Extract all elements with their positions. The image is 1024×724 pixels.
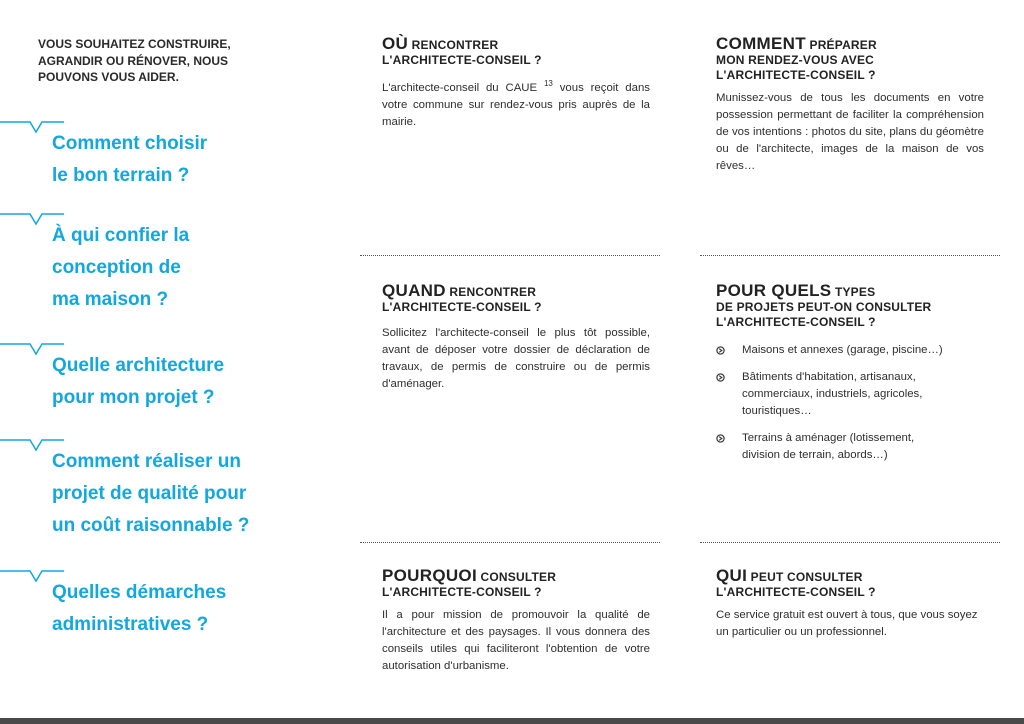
question-5-line1: Quelles démarches bbox=[52, 582, 227, 603]
section-comment-big: COMMENT bbox=[716, 34, 806, 53]
section-comment-line3: L'ARCHITECTE-CONSEIL ? bbox=[716, 68, 876, 82]
section-quand-rest: RENCONTRER bbox=[449, 285, 537, 299]
section-comment bbox=[716, 34, 984, 175]
section-types bbox=[716, 281, 984, 474]
section-quand-big: QUAND bbox=[382, 281, 446, 300]
scan-edge bbox=[0, 718, 1024, 724]
section-comment-heading bbox=[716, 34, 984, 83]
question-3-line1: Quelle architecture bbox=[52, 355, 225, 376]
question-4-line1: Comment réaliser un bbox=[52, 451, 241, 472]
section-comment-text: Munissez-vous de tous les documents en votre possession permettant de faciliter la compréhension de vos intentions : photos du site, plans du géomètre ou de l'architecte, images de la maison de vos rêves… bbox=[716, 92, 984, 172]
section-ou-big: OÙ bbox=[382, 34, 409, 53]
section-ou-line2: L'ARCHITECTE-CONSEIL ? bbox=[382, 53, 542, 67]
section-quand-text: Sollicitez l'architecte-conseil le plus tôt possible, avant de déposer votre dossier de déclaration de travaux, de permis de construire ou de permis d'aménager. bbox=[382, 327, 650, 390]
types-list bbox=[716, 342, 984, 464]
section-pourquoi-text: Il a pour mission de promouvoir la qualité de l'architecture et des paysages. Il vous donnera des conseils utiles qui faciliteront l'obtention de votre autorisation d'urbanisme. bbox=[382, 609, 650, 672]
question-1-line2: le bon terrain ? bbox=[52, 165, 190, 186]
arrow-bullet-icon bbox=[716, 346, 725, 355]
section-ou-rest: RENCONTRER bbox=[411, 38, 499, 52]
section-pourquoi-heading bbox=[382, 566, 650, 600]
section-ou-text-a: L'architecte-conseil du CAUE bbox=[382, 81, 538, 94]
section-ou bbox=[382, 34, 650, 131]
footnote-ref: 13 bbox=[543, 79, 553, 88]
types-item-1: Maisons et annexes (garage, piscine…) bbox=[742, 344, 943, 356]
arrow-bullet-icon bbox=[716, 373, 725, 382]
section-pourquoi bbox=[382, 566, 650, 675]
types-item-3: Terrains à aménager (lotissement, division de terrain, abords…) bbox=[742, 432, 915, 461]
question-1-line1: Comment choisir bbox=[52, 133, 208, 154]
types-item-2: Bâtiments d'habitation, artisanaux, commerciaux, industriels, agricoles, touristiques… bbox=[742, 371, 923, 417]
divider bbox=[700, 542, 1000, 543]
section-types-line2: DE PROJETS PEUT-ON CONSULTER bbox=[716, 300, 932, 314]
section-pourquoi-big: POURQUOI bbox=[382, 566, 477, 585]
section-quand-line2: L'ARCHITECTE-CONSEIL ? bbox=[382, 300, 542, 314]
intro-text: VOUS SOUHAITEZ CONSTRUIRE, AGRANDIR OU RÉNOVER, NOUS POUVONS VOUS AIDER. bbox=[38, 37, 231, 84]
list-item bbox=[716, 369, 984, 420]
section-ou-heading bbox=[382, 34, 650, 68]
section-comment-line2: MON RENDEZ-VOUS AVEC bbox=[716, 53, 875, 67]
question-5-line2: administratives ? bbox=[52, 614, 209, 635]
section-qui-heading bbox=[716, 566, 984, 600]
section-quand-heading bbox=[382, 281, 650, 315]
question-2-line1: À qui confier la bbox=[52, 225, 190, 246]
question-2-line2: conception de bbox=[52, 257, 181, 278]
section-comment-rest: PRÉPARER bbox=[809, 38, 877, 52]
section-quand bbox=[382, 281, 650, 393]
divider bbox=[360, 255, 660, 256]
section-types-big: POUR QUELS bbox=[716, 281, 832, 300]
divider bbox=[360, 542, 660, 543]
question-3-line2: pour mon projet ? bbox=[52, 387, 215, 408]
section-pourquoi-line2: L'ARCHITECTE-CONSEIL ? bbox=[382, 585, 542, 599]
section-ou-text bbox=[382, 75, 650, 131]
section-qui-line2: L'ARCHITECTE-CONSEIL ? bbox=[716, 585, 876, 599]
question-2-line3: ma maison ? bbox=[52, 289, 169, 310]
section-types-line3: L'ARCHITECTE-CONSEIL ? bbox=[716, 315, 876, 329]
section-types-heading bbox=[716, 281, 984, 330]
arrow-bullet-icon bbox=[716, 434, 725, 443]
divider bbox=[700, 255, 1000, 256]
section-pourquoi-rest: CONSULTER bbox=[480, 570, 557, 584]
section-qui-text: Ce service gratuit est ouvert à tous, que vous soyez un particulier ou un professionnel. bbox=[716, 609, 978, 638]
section-ou-text-b: vous reçoit dans votre commune sur rendez-vous pris auprès de la mairie. bbox=[382, 81, 651, 128]
section-qui-rest: PEUT CONSULTER bbox=[750, 570, 863, 584]
list-item bbox=[716, 430, 984, 464]
question-4-line2: projet de qualité pour bbox=[52, 483, 247, 504]
list-item bbox=[716, 342, 984, 359]
section-qui-big: QUI bbox=[716, 566, 748, 585]
section-qui bbox=[716, 566, 984, 641]
question-4-line3: un coût raisonnable ? bbox=[52, 515, 250, 536]
section-types-rest: TYPES bbox=[834, 285, 876, 299]
